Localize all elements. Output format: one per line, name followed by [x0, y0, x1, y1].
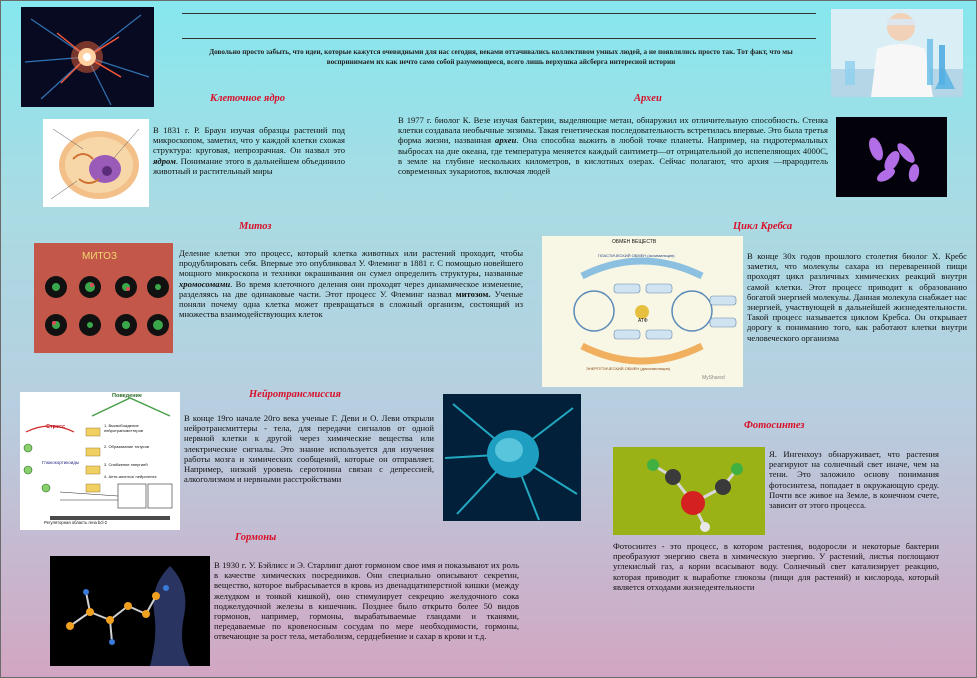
mitosis-image	[34, 243, 173, 353]
heading-mitosis: Митоз	[239, 221, 272, 232]
cell-diagram-image	[43, 119, 149, 207]
archaea-text-a: В 1977 г. биолог К. Везе изучая бактерии, выделяющие метан, обнаружил их отличительную способность. Стенка клетки создавала необычные энзимы. Такая генетическая последовательность встретилась впервые. Это была третья форма жизни, названная	[398, 115, 828, 146]
neuro-label-step1: 1. Высвобождение нейротрансмиттеров	[104, 423, 143, 433]
hormone-molecule-image	[50, 556, 210, 666]
krebs-text: В конце 30х годов прошлого столетия биолог Х. Кребс заметил, что молекулы сахара из переваренной пищи проходят цикл различных химических реакций внутри самой клетки. Этот процесс приводит к образованию богатой энергией молекулы. Данная молекула снабжает нас энергией, участвующей в дальнейшей жизнедеятельности. Такой процесс называется циклом Кребса. Он открывает дорогу к пониманию того, как работают клетки внутри человеческого организма	[747, 251, 967, 343]
mitosis-text-strong: митозом.	[455, 288, 491, 299]
heading-hormones: Гормоны	[235, 532, 277, 543]
archaea-text-em: археи	[495, 135, 517, 146]
heading-neuro: Нейротрансмиссия	[249, 389, 341, 400]
mitosis-text-em: хромосомами	[179, 278, 231, 289]
neuro-label-behavior: Поведение	[112, 393, 142, 399]
archaea-text	[398, 115, 828, 176]
mitosis-image-label: МИТОЗ	[82, 251, 117, 262]
heading-photo: Фотосинтез	[744, 420, 805, 431]
mitosis-text	[179, 248, 523, 319]
neuro-label-footer: Регуляторная область гена bcl-2	[44, 520, 108, 525]
photo-text-b: Фотосинтез - это процесс, в котором растения, водоросли и некоторые бактерии преобразуют энергию света в химическую энергию. У растений, листья поглощают углекислый газ, а корни всасывают воду. Солнечный свет катализирует реакцию, которая приводит к выработке глюкозы (пищи для растений) и кислорода, который является отходами жизнедеятельности	[613, 541, 939, 592]
neuro-label-glucocorticoids: Глюкокортикоиды	[42, 460, 80, 465]
photo-text-a: Я. Ингенхоуз обнаруживает, что растения реагируют на солнечный свет иначе, чем на тени. Это заложило основу понимания фотосинтеза, попадает в окружающую среду. Почти все живое на Земле, в конечном счете, зависит от этого процесса.	[769, 449, 939, 511]
intro-text: Довольно просто забыть, что идеи, которые кажутся очевидными для нас сегодня, веками оттачивались коллективом умных людей, а не появлялись просто так. Тот факт, что мы воспринимаем их как нечто само собой разумеющееся, всего лишь верхушка айсберга интересной истории	[209, 48, 793, 66]
hormones-text: В 1930 г. У. Бэйлисс и Э. Старлинг дают гормоном свое имя и показывают их роль в качестве химических посредников. Они специально описывают секретин, вещество, которое выбрасывается в кровь из двенадцатиперстной кишки (между желудком и тонкой кишкой), оно стимулирует секрецию желудочного сока поджелудочной железы в кишечник. Позднее было открыто более 50 видов гормонов, например, гормоны, вырабатываемые гландами и тканями, передаваемые по кровеносным сосудам по мере необходимости, гормоны, отвечающие за рост тела, метаболизм, сердцебиение и сахар в крови и т.д.	[214, 560, 519, 642]
neuron-3d-image	[443, 394, 581, 521]
photosynthesis-molecule-image	[613, 447, 765, 535]
neuron-image	[21, 7, 154, 107]
nucleus-text-b: . Понимание этого в дальнейшем объединило животный и растительный миры	[153, 155, 345, 176]
krebs-cycle-diagram	[542, 236, 743, 387]
archaea-text-b: . Она способна выжить в любой точке планеты. Например, на гидротермальных выбросах на дне океана, где температура меняется каждый сантиметр—от отрицательной до испепеляющих 4000С, в земле на глубине нескольких километров, в кислотных озерах. Сейчас полагают, что архия —прародитель современных эукариотов, включая людей	[398, 135, 829, 177]
nucleus-text	[153, 125, 345, 176]
nucleus-text-a: В 1831 г. Р. Браун изучая образцы растений под микроскопом, заметил, что у каждой клетки схожая структура: круговая, непрозрачная. Он назвал это	[153, 125, 345, 156]
neuro-label-step2: 2. Образование тонусов	[104, 444, 149, 449]
laboratory-image	[831, 9, 963, 97]
heading-archaea: Археи	[634, 93, 662, 104]
mitosis-text-c: Ученые поняли почему одна клетка может превращаться в сложный организм, состоящий из множества взаимодействующих клеток	[179, 288, 523, 320]
neurotransmission-diagram	[20, 392, 180, 530]
neuro-label-stress: Стресс	[46, 424, 66, 430]
heading-krebs: Цикл Кребса	[733, 221, 793, 232]
neuro-text: В конце 19го начале 20го века ученые Г. Деви и О. Леви открыли нейротрансмиттеры - тела, для передачи сигналов от одной нервной клетки к другой через химические вещества или электрические сигналы. Это знание используется для изучения работы мозга и химических сообщений, которые он отправляет. Например, низкий уровень серотонина связан с депрессией, алкоголизмом и нервными расстройствами	[184, 413, 434, 485]
krebs-label-top: ОБМЕН ВЕЩЕСТВ	[612, 239, 657, 245]
heading-nucleus: Клеточное ядро	[210, 93, 286, 104]
neuro-label-step4: 4. Анти-апоптоз/ нейрогенез	[104, 474, 157, 479]
krebs-label-energy: ЭНЕРГЕТИЧЕСКИЙ ОБМЕН (диссимиляция)	[586, 366, 671, 371]
top-rule-2	[182, 38, 816, 39]
krebs-label-plastic: ПЛАСТИЧЕСКИЙ ОБМЕН (ассимиляция)	[598, 253, 675, 258]
top-rule-1	[182, 13, 816, 14]
krebs-watermark: MyShared	[702, 375, 725, 381]
nucleus-text-em: ядром	[153, 155, 176, 166]
neuro-label-step3: 3. Снабжение энергией	[104, 462, 148, 467]
mitosis-text-b: . Во время клеточного деления они проходят через динамическое изменение, разделяясь на две одинаковые части. Этот процесс У. Флеминг назвал	[179, 278, 523, 299]
mitosis-text-a: Деление клетки это процесс, который клетка животных или растений проходит, чтобы продублировать себя. Впервые это опубликовал У. Флеминг в 1881 г. С помощью новейшего мощного микроскопа и техники окрашивания он сумел определить структуры, названные	[179, 248, 523, 279]
archaea-microscopy-image	[836, 117, 947, 197]
krebs-label-atp: АТФ	[638, 318, 648, 324]
